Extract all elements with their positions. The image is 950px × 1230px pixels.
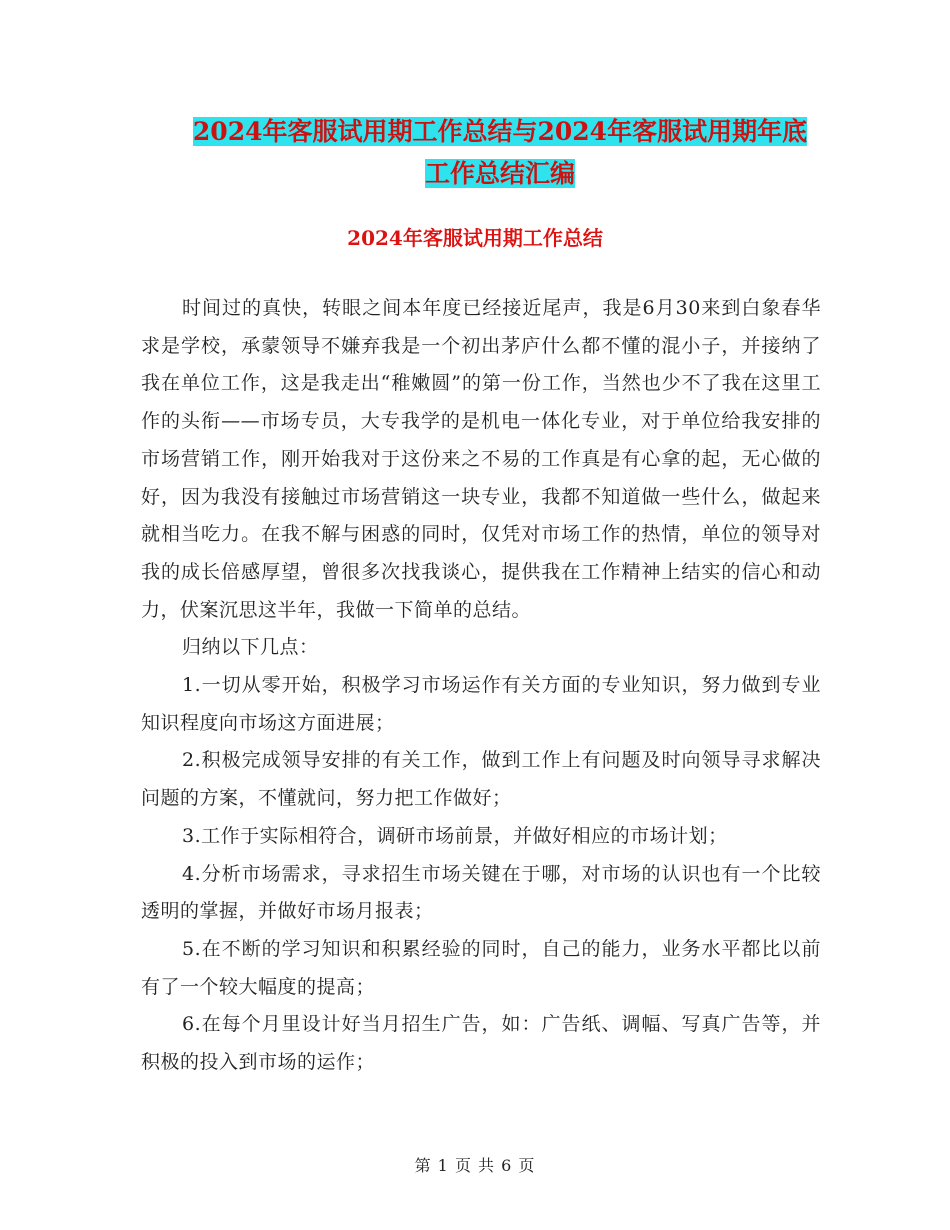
list-item-2: 2.积极完成领导安排的有关工作，做到工作上有问题及时向领导寻求解决问题的方案，不懂就问，努力把工作做好； [141,749,821,810]
paragraph-summary-heading: 归纳以下几点： [182,636,319,659]
document-title-line-1 [100,112,900,152]
document-title-line-2-text: 工作总结汇编 [424,159,575,188]
list-item-5: 5.在不断的学习知识和积累经验的同时，自己的能力，业务水平都比以前有了一个较大幅度的提高； [141,937,821,998]
list-item-3: 3.工作于实际相符合，调研市场前景，并做好相应的市场计划； [182,824,728,847]
list-item-4: 4.分析市场需求，寻求招生市场关键在于哪，对市场的认识也有一个比较透明的掌握，并做好市场月报表； [141,862,821,923]
section-title: 2024年客服试用期工作总结 [347,226,603,250]
paragraph-intro: 时间过的真快，转眼之间本年度已经接近尾声，我是6月30来到白象春华求是学校，承蒙领导不嫌弃我是一个初出茅庐什么都不懂的混小子，并接纳了我在单位工作，这是我走出“稚嫩圆”的第一份工作，当然也少不了我在这里工作的头衔——市场专员，大专我学的是机电一体化专业，对于单位给我安排的市场营销工作，刚开始我对于这份来之不易的工作真是有心拿的起，无心做的好，因为我没有接触过市场营销这一块专业，我都不知道做一些什么，做起来就相当吃力。在我不解与困惑的同时，仅凭对市场工作的热情，单位的领导对我的成长倍感厚望，曾很多次找我谈心，提供我在工作精神上结实的信心和动力，伏案沉思这半年，我做一下简单的总结。 [141,297,821,621]
document-body [141,290,821,1082]
document-title-line-2 [100,154,900,194]
page-footer: 第 1 页 共 6 页 [414,1156,536,1175]
list-item-6: 6.在每个月里设计好当月招生广告，如：广告纸、调幅、写真广告等，并积极的投入到市场的运作； [141,1013,821,1074]
document-title-line-1-text: 2024年客服试用期工作总结与2024年客服试用期年底 [192,117,808,146]
list-item-1: 1.一切从零开始，积极学习市场运作有关方面的专业知识，努力做到专业知识程度向市场这方面进展； [141,674,821,734]
